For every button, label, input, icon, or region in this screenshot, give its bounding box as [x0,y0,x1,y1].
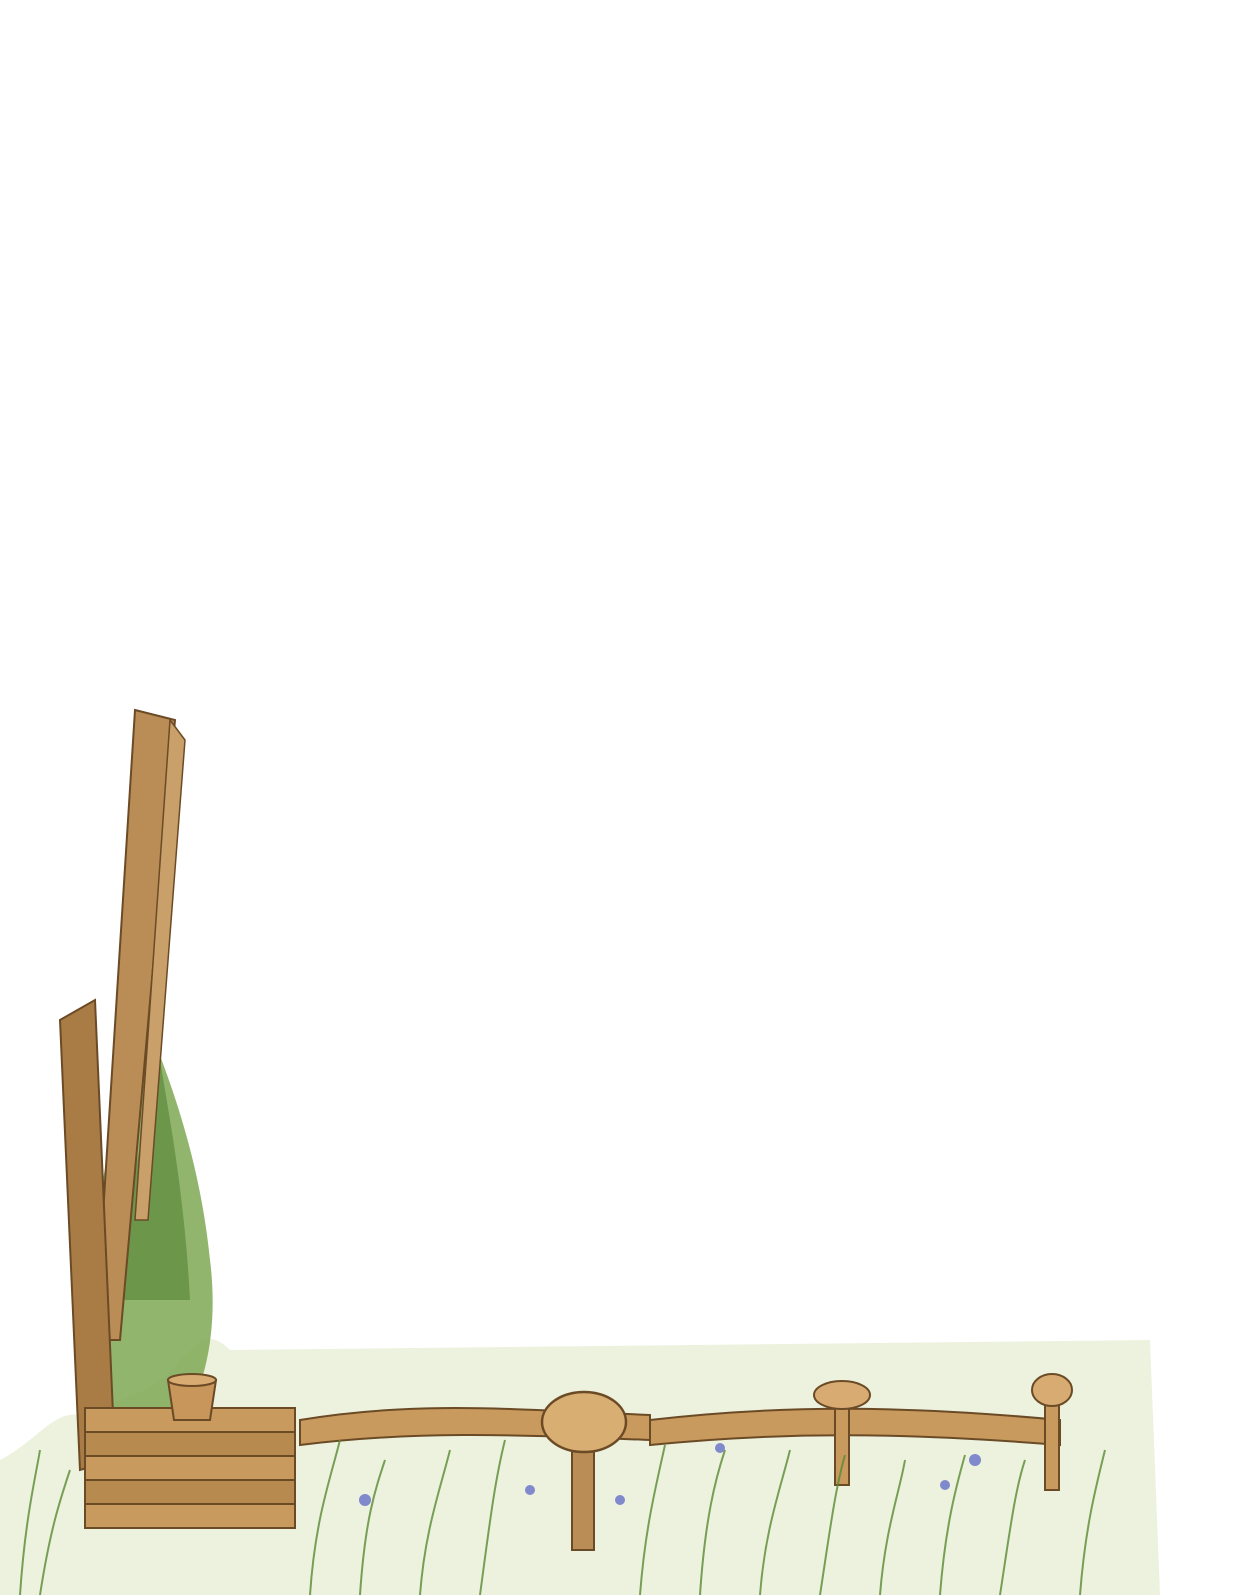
well-illustration [0,700,1241,1595]
